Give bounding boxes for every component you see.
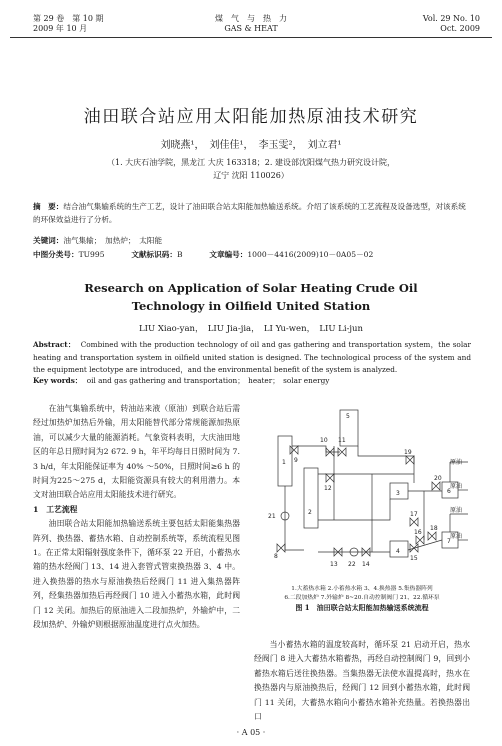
journal-issue-en: Vol. 29 No. 10 bbox=[422, 14, 480, 23]
label-crude-1: 原油 bbox=[450, 459, 463, 466]
abstract-en bbox=[33, 339, 471, 377]
valve-16 bbox=[416, 536, 424, 544]
valve-19 bbox=[406, 456, 414, 464]
keywords-en-text: oil and gas gathering and transportation； heater； solar energy bbox=[86, 376, 330, 385]
label-19: 19 bbox=[404, 449, 412, 456]
figure-legend-line2: 6.二段加热炉 7.外输炉 8~20.自动控制阀门 21、22.循环泵 bbox=[284, 595, 440, 601]
label-17: 17 bbox=[410, 511, 418, 518]
journal-name-en: GAS & HEAT bbox=[224, 24, 278, 33]
label-5: 5 bbox=[346, 413, 350, 420]
journal-volume-line: 第 29 卷 第 10 期 bbox=[33, 14, 104, 23]
label-10: 10 bbox=[320, 437, 328, 444]
journal-name-cn: 煤 气 与 热 力 bbox=[215, 14, 287, 23]
article-no-label: 文章编号： bbox=[209, 250, 248, 259]
paper-title-en-line2: Technology in Oilfield United Station bbox=[131, 299, 371, 313]
header-rule bbox=[10, 37, 492, 38]
paper-title-cn: 油田联合站应用太阳能加热原油技术研究 bbox=[83, 107, 419, 127]
label-crude-3: 原油 bbox=[450, 507, 463, 514]
label-12: 12 bbox=[324, 485, 332, 492]
keywords-en bbox=[33, 374, 471, 387]
label-11: 11 bbox=[338, 437, 346, 444]
paper-title-en-line1: Research on Application of Solar Heating Crude Oil bbox=[84, 281, 418, 295]
valve-9 bbox=[290, 446, 298, 454]
keywords-en-label: Key words： bbox=[33, 376, 83, 385]
body-left-column bbox=[33, 402, 240, 633]
label-18: 18 bbox=[430, 525, 438, 532]
valve-15 bbox=[410, 544, 418, 552]
figure-legend bbox=[254, 585, 470, 603]
clc-label: 中图分类号： bbox=[33, 250, 79, 259]
figure-legend-line1: 1.大蓄热水箱 2.小蓄热水箱 3、4.换热器 5.集热器阵列 bbox=[291, 586, 433, 592]
doc-code-label: 文献标识码： bbox=[131, 250, 177, 259]
keywords-cn-text: 油气集输； 加热炉； 太阳能 bbox=[63, 236, 163, 245]
label-2: 2 bbox=[308, 509, 312, 516]
label-crude-4: 原油 bbox=[450, 533, 463, 540]
article-no-value: 1000－4416(2009)10－0A05－02 bbox=[247, 250, 374, 259]
classification-line bbox=[33, 248, 471, 261]
label-crude-2: 原油 bbox=[450, 483, 463, 490]
valve-18 bbox=[428, 532, 436, 540]
abstract-cn-text: 结合油气集输系统的生产工艺，设计了油田联合站太阳能加热输送系统。介绍了该系统的工艺流程及设备选型，对该系统的环保效益进行了分析。 bbox=[33, 202, 466, 224]
valve-12 bbox=[326, 474, 334, 482]
label-13: 13 bbox=[330, 561, 338, 568]
body-paragraph-intro: 在油气集输系统中，转油站来液（原油）到联合站后需经过加热炉加热后外输，用太阳能替代部分常规能源加热原油，可以减少大量的能源消耗。气象资料表明，大庆油田地区的年总日照时间为2 672. 9 h，年平均每日日照时间为 7. 3 h/d，年太阳能保证率为 40% ～50%，日照时间≥6 h 的时间为225～275 d，太阳能资源具有较大的利用潜力。本文对油田联合站应用太阳能技术进行研究。 bbox=[33, 404, 240, 500]
label-4: 4 bbox=[396, 548, 400, 555]
journal-month-en: Oct. 2009 bbox=[440, 24, 480, 33]
valve-17 bbox=[410, 518, 418, 526]
journal-volume bbox=[33, 14, 104, 34]
figure-caption: 图 1 油田联合站太阳能加热输送系统流程 bbox=[295, 603, 429, 612]
abstract-cn-label: 摘 要： bbox=[33, 202, 64, 211]
page-number: · A 05 · bbox=[236, 728, 266, 737]
valve-8 bbox=[277, 544, 285, 552]
clc-value: TU995 bbox=[78, 250, 105, 259]
valve-20 bbox=[432, 482, 440, 490]
journal-issue bbox=[423, 14, 480, 34]
body-paragraph-right: 当小蓄热水箱的温度较高时，循环泵 21 启动开启，热水经阀门 8 进入大蓄热水箱蓄热，再经自动控制阀门 9，回到小蓄热水箱后送往换热器。当集热器无法使水温提高时，热水在换热器内与原油换热后，经阀门 12 回到小蓄热水箱，此时阀门 11 关闭，大蓄热水箱向小蓄热水箱补充热量。若换热器出口 bbox=[254, 640, 470, 722]
authors-en: LIU Xiao-yan， LIU Jia-jia， LI Yu-wen， LIU Li-jun bbox=[138, 324, 364, 334]
doc-code-value: B bbox=[176, 250, 183, 259]
journal-name bbox=[150, 14, 352, 34]
label-16: 16 bbox=[414, 529, 422, 536]
label-1: 1 bbox=[282, 459, 286, 466]
label-7: 7 bbox=[447, 538, 451, 545]
abstract-cn bbox=[33, 200, 471, 226]
label-15: 15 bbox=[410, 555, 418, 562]
label-20: 20 bbox=[434, 475, 442, 482]
paper-title-en bbox=[0, 279, 502, 315]
abstract-en-label: Abstract： bbox=[33, 340, 76, 349]
affiliation-cn-line1: （1. 大庆石油学院，黑龙江 大庆 163318；2. 建设部沈阳煤气热力研究设计院， bbox=[107, 158, 395, 167]
abstract-en-text: Combined with the production technology of oil and gas gathering and transportation system，the solar heating and transportation system in oilfield united station is designed. The technological process of the system and the equipment lectotype are introduced，and the environmental benefit of the system is analyzed. bbox=[33, 340, 472, 374]
label-9: 9 bbox=[294, 457, 298, 464]
body-paragraph-process: 油田联合站太阳能加热输送系统主要包括太阳能集热器阵列、换热器、蓄热水箱、自动控制系统等，系统流程见图 1。在正常太阳辐射强度条件下，循环泵 22 开启，小蓄热水箱的热水经阀门 13、14 进入套管式管束换热器 3、4 中。进入换热器的热水与原油换热后经阀门 11 进入集热器阵列，经集热器加热后再经阀门 10 进入小蓄热水箱，此时阀门 12 关闭。加热后的原油进入二段加热炉，外输炉中，二段加热炉、外输炉则根据原油温度进行点火加热。 bbox=[33, 519, 240, 630]
process-flow-figure bbox=[254, 402, 470, 602]
section-heading-process: 1 工艺流程 bbox=[33, 504, 78, 514]
keywords-cn bbox=[33, 234, 471, 247]
small-storage-tank bbox=[304, 468, 318, 528]
label-21: 21 bbox=[268, 513, 276, 520]
keywords-cn-label: 关键词： bbox=[33, 236, 64, 245]
label-6: 6 bbox=[447, 488, 451, 495]
affiliation-cn bbox=[0, 156, 502, 182]
label-8: 8 bbox=[274, 553, 278, 560]
label-14: 14 bbox=[362, 561, 370, 568]
label-3: 3 bbox=[396, 490, 400, 497]
authors-cn: 刘晓燕¹， 刘佳佳¹， 李玉雯²， 刘立君¹ bbox=[160, 140, 342, 151]
process-flow-diagram bbox=[254, 402, 470, 582]
affiliation-cn-line2: 辽宁 沈阳 110026） bbox=[213, 171, 289, 180]
journal-date-line: 2009 年 10 月 bbox=[33, 24, 88, 33]
label-22: 22 bbox=[348, 561, 356, 568]
